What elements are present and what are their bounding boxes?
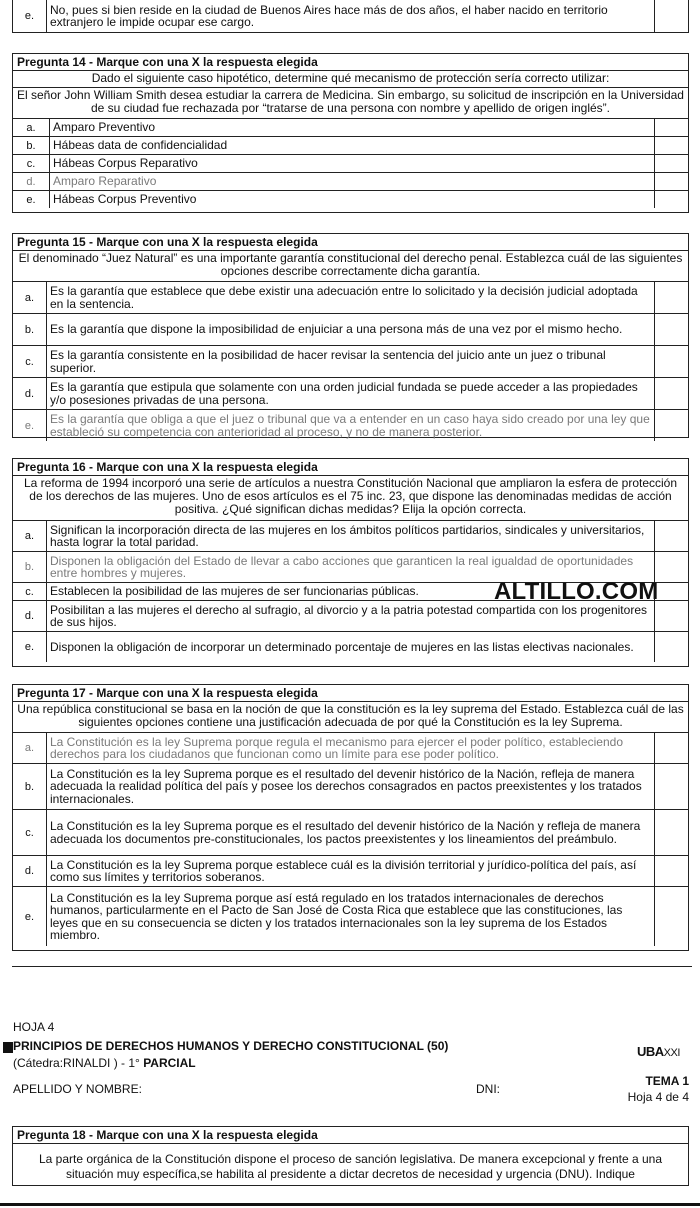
hoja-de-label: Hoja 4 de 4 bbox=[627, 1090, 689, 1104]
answer-box[interactable] bbox=[654, 810, 688, 855]
option-letter: c. bbox=[13, 155, 50, 172]
option-letter: b. bbox=[13, 314, 47, 345]
question-18 bbox=[12, 1126, 689, 1186]
option-text: Significan la incorporación directa de las mujeres en los ámbitos políticos partidarios, sindicales y universitarios, hasta lograr la total paridad. bbox=[50, 522, 645, 549]
option-a[interactable] bbox=[13, 282, 688, 314]
option-letter: a. bbox=[13, 119, 50, 136]
question-intro: El denominado “Juez Natural” es una importante garantía constitucional del derecho penal. Establezca cuál de las siguientes opciones describe correctamente dicha garantía. bbox=[13, 251, 688, 282]
header-marker bbox=[3, 1042, 13, 1053]
option-text: Establecen la posibilidad de las mujeres de ser funcionarias públicas. bbox=[50, 584, 419, 599]
option-b[interactable] bbox=[13, 764, 688, 810]
option-text: Hábeas data de confidencialidad bbox=[53, 138, 228, 152]
answer-box[interactable] bbox=[654, 346, 688, 377]
option-text: La Constitución es la ley Suprema porque es el resultado del devenir histórico de la Nación y refleja de manera adecuada los documentos pre-constitucionales, los pactos preexistentes y los lineamientos del preámbulo. bbox=[50, 819, 641, 846]
option-letter: a. bbox=[13, 282, 47, 313]
answer-box[interactable] bbox=[654, 521, 688, 551]
option-letter: c. bbox=[13, 810, 47, 855]
option-letter: b. bbox=[13, 764, 47, 809]
option-letter: e. bbox=[13, 0, 47, 32]
uba-logo-light: XXI bbox=[663, 1047, 680, 1059]
answer-box[interactable] bbox=[654, 0, 688, 32]
question-17 bbox=[12, 684, 689, 951]
option-e[interactable] bbox=[13, 191, 688, 208]
answer-box[interactable] bbox=[654, 733, 688, 763]
bottom-rule bbox=[0, 1203, 700, 1206]
option-text: Es la garantía que estipula que solamente con una orden judicial fundada se puede acceder a las propiedades y/o posesiones privadas de una persona. bbox=[50, 380, 638, 407]
option-d[interactable] bbox=[13, 173, 688, 191]
option-text: Hábeas Corpus Preventivo bbox=[53, 192, 197, 206]
answer-box[interactable] bbox=[654, 764, 688, 809]
question-title: Pregunta 14 - Marque con una X la respuesta elegida bbox=[13, 54, 688, 71]
answer-box[interactable] bbox=[654, 632, 688, 662]
option-e[interactable] bbox=[13, 632, 688, 662]
option-text: Amparo Preventivo bbox=[53, 120, 156, 134]
option-letter: c. bbox=[13, 583, 47, 600]
option-letter: a. bbox=[13, 733, 47, 763]
answer-box[interactable] bbox=[654, 314, 688, 345]
option-letter: e. bbox=[13, 632, 47, 662]
answer-box[interactable] bbox=[654, 856, 688, 886]
option-text: Es la garantía que establece que debe existir una adecuación entre lo solicitado y la decisión judicial adoptada en la sentencia. bbox=[50, 284, 638, 311]
question-title: Pregunta 16 - Marque con una X la respuesta elegida bbox=[13, 459, 688, 476]
option-text: Es la garantía que dispone la imposibilidad de enjuiciar a una persona más de una vez por el mismo hecho. bbox=[50, 322, 623, 337]
option-text: La Constitución es la ley Suprema porque establece cuál es la división territorial y jurídico-política del país, así como sus límites y territorios soberanos. bbox=[50, 857, 637, 884]
option-e[interactable] bbox=[13, 410, 688, 441]
option-letter: e. bbox=[13, 887, 47, 946]
watermark-logo: ALTILLO.COM bbox=[494, 578, 659, 605]
question-intro: La reforma de 1994 incorporó una serie de artículos a nuestra Constitución Nacional que ampliaron la esfera de protección de los derechos de las mujeres. Uno de esos artículos es el 75 inc. 23, que dispone las denominadas medidas de acción positiva. ¿Qué significan dichas medidas? Elija la opción correcta. bbox=[13, 476, 688, 521]
option-a[interactable] bbox=[13, 521, 688, 552]
option-text: Es la garantía consistente en la posibilidad de hacer revisar la sentencia del juicio ante un juez o tribunal superior. bbox=[50, 348, 606, 375]
option-text: La Constitución es la ley Suprema porque es el resultado del devenir histórico de la Nación, refleja de manera adecuada la realidad política del país y posee los derechos consagrados en pactos preexistentes y los tratados internacionales. bbox=[50, 766, 642, 806]
answer-box[interactable] bbox=[654, 282, 688, 313]
option-b[interactable] bbox=[13, 137, 688, 155]
question-title: Pregunta 18 - Marque con una X la respuesta elegida bbox=[13, 1127, 688, 1144]
option-b[interactable] bbox=[13, 314, 688, 346]
option-text: Es la garantía que obliga a que el juez o tribunal que va a entender en un caso haya sido creado por una ley que estableció su competencia con anterioridad al proceso, y no de manera posterior. bbox=[50, 412, 650, 439]
uba-logo-bold: UBA bbox=[637, 1044, 664, 1059]
question-intro: La parte orgánica de la Constitución dispone el proceso de sanción legislativa. De manera excepcional y frente a una situación muy específica,se habilita al presidente a dictar decretos de necesidad y urgencia (DNU). Indique bbox=[38, 1152, 663, 1181]
option-text: Disponen la obligación de incorporar un determinado porcentaje de mujeres en las listas electivas nacionales. bbox=[50, 639, 634, 654]
option-text: Posibilitan a las mujeres el derecho al sufragio, al divorcio y a la patria potestad compartida con los progenitores de sus hijos. bbox=[50, 602, 647, 629]
question-title: Pregunta 17 - Marque con una X la respuesta elegida bbox=[13, 685, 688, 702]
answer-box[interactable] bbox=[654, 887, 688, 946]
answer-box[interactable] bbox=[654, 601, 688, 631]
question-16 bbox=[12, 458, 689, 667]
answer-box[interactable] bbox=[654, 155, 688, 172]
question-14 bbox=[12, 53, 689, 213]
option-text: No, pues si bien reside en la ciudad de Buenos Aires hace más de dos años, el haber nacido en territorio extranjero le impide ocupar ese cargo. bbox=[50, 2, 608, 29]
option-a[interactable] bbox=[13, 733, 688, 764]
q13-tail-row bbox=[12, 0, 689, 33]
option-d[interactable] bbox=[13, 378, 688, 410]
option-letter: b. bbox=[13, 552, 47, 582]
course-title: PRINCIPIOS DE DERECHOS HUMANOS Y DERECHO CONSTITUCIONAL (50) bbox=[13, 1039, 449, 1053]
answer-box[interactable] bbox=[654, 119, 688, 136]
option-c[interactable] bbox=[13, 155, 688, 173]
option-text: La Constitución es la ley Suprema porque regula el mecanismo para ejercer el poder político, estableciendo derechos para los ciudadanos que funcionan como un límite para ese poder político. bbox=[50, 734, 623, 761]
answer-box[interactable] bbox=[654, 583, 688, 600]
option-letter: c. bbox=[13, 346, 47, 377]
option-text: La Constitución es la ley Suprema porque así está regulado en los tratados internacionales de derechos humanos, particularmente en el Pacto de San José de Costa Rica que establece que las constituciones, las leyes que en su consecuencia se dicten y los tratados internacionales son la ley suprema de los Estados miembro. bbox=[50, 890, 623, 942]
answer-box[interactable] bbox=[654, 410, 688, 441]
option-letter: d. bbox=[13, 378, 47, 409]
catedra-line bbox=[13, 1056, 196, 1070]
answer-box[interactable] bbox=[654, 191, 688, 208]
option-letter: b. bbox=[13, 137, 50, 154]
question-intro: Dado el siguiente caso hipotético, determine qué mecanismo de protección sería correcto utilizar: bbox=[13, 71, 688, 88]
option-letter: d. bbox=[13, 856, 47, 886]
answer-box[interactable] bbox=[654, 173, 688, 190]
dni-label: DNI: bbox=[476, 1082, 500, 1096]
option-letter: e. bbox=[13, 191, 50, 208]
option-letter: d. bbox=[13, 173, 50, 190]
uba-logo bbox=[637, 1044, 680, 1059]
option-e[interactable] bbox=[13, 887, 688, 946]
option-letter: d. bbox=[13, 601, 47, 631]
option-text: Disponen la obligación del Estado de llevar a cabo acciones que garanticen la real igualdad de oportunidades entre hombres y mujeres. bbox=[50, 553, 634, 580]
catedra: (Cátedra:RINALDI ) - 1° bbox=[13, 1056, 140, 1070]
question-intro: Una república constitucional se basa en la noción de que la constitución es la ley suprema del Estado. Establezca cuál de las siguientes opciones contiene una justificación adecuada de por qué la Constitución es la ley Suprema. bbox=[13, 702, 688, 733]
question-case: El señor John William Smith desea estudiar la carrera de Medicina. Sin embargo, su solicitud de inscripción en la Universidad de su ciudad fue rechazada por “tratarse de una persona con nombre y apellido de origen inglés”. bbox=[13, 88, 688, 119]
question-title: Pregunta 15 - Marque con una X la respuesta elegida bbox=[13, 234, 688, 251]
tema-label: TEMA 1 bbox=[645, 1074, 689, 1088]
option-c[interactable] bbox=[13, 346, 688, 378]
sheet-number: HOJA 4 bbox=[13, 1020, 55, 1034]
option-text: Amparo Reparativo bbox=[53, 174, 157, 188]
answer-box[interactable] bbox=[654, 552, 688, 582]
option-a[interactable] bbox=[13, 119, 688, 137]
answer-box[interactable] bbox=[654, 378, 688, 409]
option-d[interactable] bbox=[13, 856, 688, 887]
parcial-label: PARCIAL bbox=[143, 1056, 196, 1070]
option-letter: a. bbox=[13, 521, 47, 551]
question-15 bbox=[12, 233, 689, 438]
answer-box[interactable] bbox=[654, 137, 688, 154]
option-text: Hábeas Corpus Reparativo bbox=[53, 156, 198, 170]
apellido-label: APELLIDO Y NOMBRE: bbox=[13, 1082, 142, 1096]
page-separator bbox=[12, 966, 692, 967]
option-c[interactable] bbox=[13, 810, 688, 856]
option-letter: e. bbox=[13, 410, 47, 441]
